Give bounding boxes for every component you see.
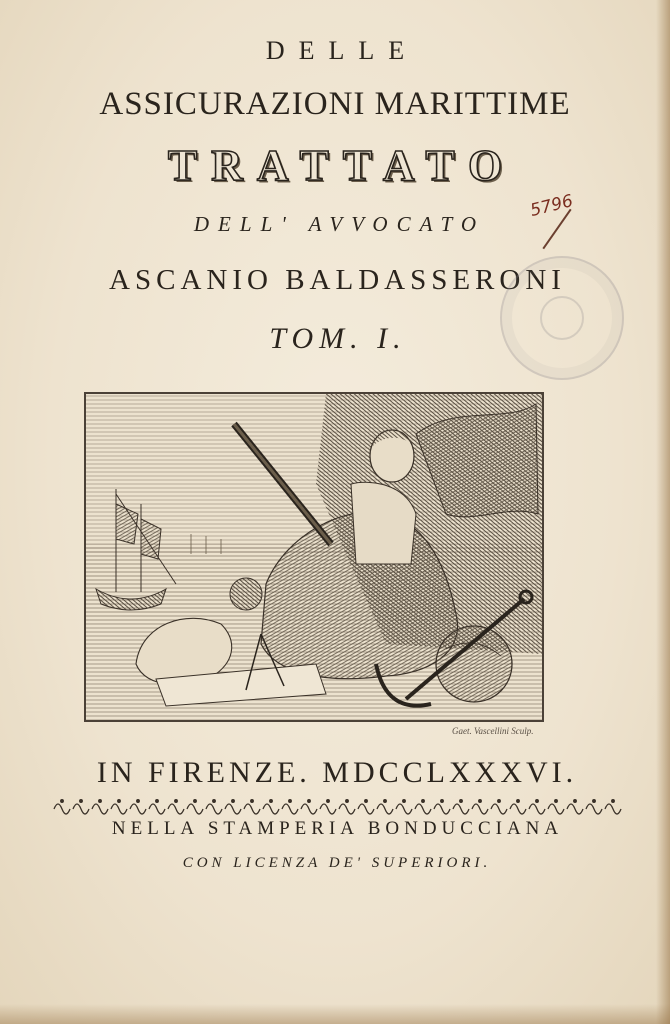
engraving-illustration xyxy=(86,394,542,720)
author-name: ASCANIO BALDASSERONI xyxy=(109,264,566,296)
ornament-scroll xyxy=(92,804,108,814)
ornament-dot xyxy=(612,800,615,803)
ornament-dot xyxy=(593,800,596,803)
ornament-dot xyxy=(213,800,216,803)
ornament-scroll xyxy=(567,804,583,814)
ornament-scroll xyxy=(472,804,488,814)
ornament-scroll xyxy=(168,804,184,814)
ornament-dot xyxy=(175,800,178,803)
ornament-scroll xyxy=(548,804,564,814)
ornament-scroll xyxy=(244,804,260,814)
ornament-dot xyxy=(61,800,64,803)
ornament-scroll xyxy=(301,804,317,814)
putto-head xyxy=(230,578,262,610)
ornamental-rule xyxy=(48,795,622,817)
ornament-scroll xyxy=(225,804,241,814)
page-bottom-shadow xyxy=(0,1004,670,1024)
ornament-scroll xyxy=(320,804,336,814)
ornament-dot xyxy=(327,800,330,803)
license-line: CON LICENZA DE' SUPERIORI. xyxy=(182,855,492,871)
handwritten-shelfmark: 5796 xyxy=(528,191,576,221)
ornament-scroll xyxy=(282,804,298,814)
ornament-dot xyxy=(194,800,197,803)
ornament-dot xyxy=(498,800,501,803)
printer-name: NELLA STAMPERIA BONDUCCIANA xyxy=(111,818,564,839)
ornament-scroll xyxy=(605,804,621,814)
ornament-scroll xyxy=(111,804,127,814)
ornament-scroll xyxy=(415,804,431,814)
imprint-place-date: IN FIRENZE. MDCCLXXXVI. xyxy=(96,756,578,789)
volume-number: TOM. I. xyxy=(269,322,407,355)
ornament-dot xyxy=(232,800,235,803)
ornament-dot xyxy=(99,800,102,803)
title-line-avvocato: DELL' AVVOCATO xyxy=(193,212,486,236)
ornament-dot xyxy=(384,800,387,803)
ornament-scroll xyxy=(396,804,412,814)
ornament-dot xyxy=(517,800,520,803)
engraver-signature: Gaet. Vascellini Sculp. xyxy=(452,726,534,736)
ornament-dot xyxy=(403,800,406,803)
ornament-dot xyxy=(422,800,425,803)
ornament-scroll xyxy=(586,804,602,814)
ornament-scroll xyxy=(377,804,393,814)
ornament-scroll xyxy=(529,804,545,814)
library-stamp xyxy=(500,256,624,380)
ornament-scroll xyxy=(453,804,469,814)
ornament-dot xyxy=(441,800,444,803)
ornament-dot xyxy=(251,800,254,803)
ornament-scroll xyxy=(358,804,374,814)
ornament-dot xyxy=(460,800,463,803)
ornament-dot xyxy=(156,800,159,803)
ornament-scroll xyxy=(263,804,279,814)
title-line-assicurazioni: ASSICURAZIONI MARITTIME xyxy=(99,86,571,122)
ornament-dot xyxy=(308,800,311,803)
ornament-scroll xyxy=(339,804,355,814)
engraving-plate xyxy=(84,392,544,722)
ornament-scroll xyxy=(510,804,526,814)
ornament-scroll xyxy=(491,804,507,814)
title-line-trattato: TRATTATO xyxy=(167,141,517,190)
title-line-delle: DELLE xyxy=(265,36,419,65)
ornament-scroll xyxy=(187,804,203,814)
ornament-dot xyxy=(365,800,368,803)
ornament-dot xyxy=(137,800,140,803)
ornament-dot xyxy=(270,800,273,803)
ornament-dot xyxy=(118,800,121,803)
ornament-scroll xyxy=(206,804,222,814)
ornament-dot xyxy=(536,800,539,803)
ornament-dot xyxy=(479,800,482,803)
ornament-dot xyxy=(346,800,349,803)
ornament-dot xyxy=(574,800,577,803)
ornament-scroll xyxy=(130,804,146,814)
ornament-scroll xyxy=(434,804,450,814)
ornament-scroll xyxy=(149,804,165,814)
ornament-dot xyxy=(80,800,83,803)
ornament-dot xyxy=(555,800,558,803)
ornament-scroll xyxy=(54,804,70,814)
ornament-dot xyxy=(289,800,292,803)
ornament-scroll xyxy=(73,804,89,814)
